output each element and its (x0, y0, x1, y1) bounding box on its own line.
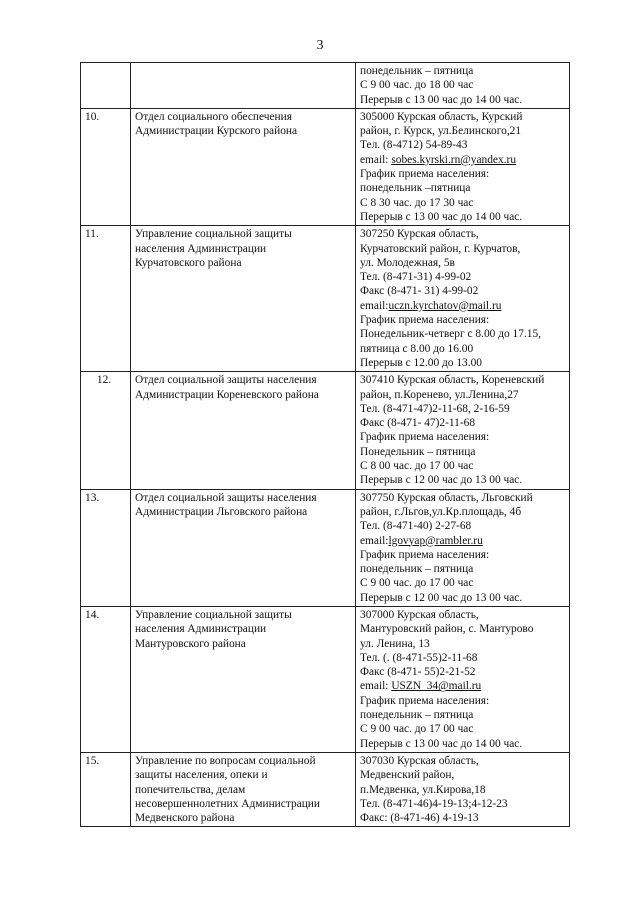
contact-line: График приема населения: (360, 314, 490, 327)
office-name-line: попечительства, делам (135, 783, 246, 796)
contact-line: Факс: (8-471-46) 4-19-13 (360, 812, 479, 825)
contact-cell (356, 372, 570, 489)
contact-line: График приема населения: (360, 168, 490, 181)
contact-line: График приема населения: (360, 548, 490, 561)
office-name-cell (131, 226, 356, 372)
table-row (81, 606, 570, 752)
contact-line: Тел. (8-471-40) 2-27-68 (360, 520, 472, 533)
contact-line: Факс (8-471- 47)2-11-68 (360, 417, 476, 430)
contact-cell (356, 108, 570, 225)
row-number: 10. (81, 108, 131, 225)
contact-line: С 9 00 час. до 18 00 час (360, 79, 474, 92)
contact-line: Медвенский район, (360, 769, 455, 782)
row-number: 11. (81, 226, 131, 372)
office-name-line: несовершеннолетних Администрации (135, 797, 320, 810)
email-label: email: (360, 534, 389, 547)
contact-line: С 9 00 час. до 17 00 час (360, 723, 474, 736)
table-row (81, 752, 570, 826)
table-row (81, 226, 570, 372)
contact-line: п.Медвенка, ул.Кирова,18 (360, 783, 486, 796)
office-name-line: Управление социальной защиты (135, 608, 292, 621)
contact-line: Перерыв с 12 00 час до 13 00 час. (360, 474, 523, 487)
contact-line: 307410 Курская область, Кореневский (360, 374, 545, 387)
table-row (81, 489, 570, 606)
office-name-cell (131, 606, 356, 752)
office-name-line: Отдел социального обеспечения (135, 110, 292, 123)
contact-line: Факс (8-471- 31) 4-99-02 (360, 285, 479, 298)
office-name-line: Управление по вопросам социальной (135, 754, 316, 767)
contact-line: С 9 00 час. до 17 00 час (360, 577, 474, 590)
email-line (360, 299, 566, 313)
contact-line: Перерыв с 13 00 час до 14 00 час. (360, 737, 523, 750)
office-name-line: Медвенского района (135, 812, 235, 825)
contact-line: Перерыв с 12 00 час до 13 00 час. (360, 591, 523, 604)
contact-line: понедельник –пятница (360, 182, 471, 195)
offices-table (80, 62, 570, 827)
row-number: 14. (81, 606, 131, 752)
table-row (81, 108, 570, 225)
contact-line: район, п.Коренево, ул.Ленина,27 (360, 388, 519, 401)
contact-cell (356, 752, 570, 826)
contact-cell (356, 63, 570, 109)
office-name-line: Администрации Кореневского района (135, 388, 319, 401)
email-label: email: (360, 153, 392, 166)
contact-line: понедельник – пятница (360, 563, 474, 576)
contact-line: 307250 Курская область, (360, 228, 479, 241)
contact-line: Факс (8-471- 55)2-21-52 (360, 666, 476, 679)
contact-line: Тел. (8-471-31) 4-99-02 (360, 271, 472, 284)
email-line (360, 534, 566, 548)
contact-line: Перерыв с 13 00 час до 14 00 час. (360, 93, 523, 106)
email-line (360, 679, 566, 693)
contact-line: район, г.Льгов,ул.Кр.площадь, 4б (360, 505, 522, 518)
contact-line: С 8 00 час. до 17 00 час (360, 460, 474, 473)
office-name-line: Отдел социальной защиты населения (135, 491, 317, 504)
contact-line: понедельник – пятница (360, 65, 474, 77)
page-number: 3 (316, 38, 324, 53)
office-name-line: населения Администрации (135, 623, 267, 636)
contact-line: Курчатовский район, г. Курчатов, (360, 242, 521, 255)
contact-line: 305000 Курская область, Курский (360, 110, 523, 123)
contact-line: Перерыв с 13 00 час до 14 00 час. (360, 210, 523, 223)
contact-line: ул. Молодежная, 5в (360, 256, 455, 269)
contact-cell (356, 226, 570, 372)
contact-cell (356, 489, 570, 606)
row-number: 13. (81, 489, 131, 606)
row-number: 15. (81, 752, 131, 826)
office-name-line: населения Администрации (135, 242, 267, 255)
contact-cell (356, 606, 570, 752)
contact-line: Мантуровский район, с. Мантурово (360, 623, 534, 636)
office-name-line: защиты населения, опеки и (135, 769, 268, 782)
office-name-line: Мантуровского района (135, 637, 246, 650)
contact-line: График приема населения: (360, 431, 490, 444)
contact-line: Понедельник-четверг с 8.00 до 17.15, (360, 328, 542, 341)
contact-line: 307000 Курская область, (360, 608, 479, 621)
contact-line: понедельник – пятница (360, 709, 474, 722)
office-name-cell (131, 63, 356, 109)
office-name-cell (131, 108, 356, 225)
email-label: email: (360, 680, 392, 693)
contact-line: Тел. (8-471-47)2-11-68, 2-16-59 (360, 402, 510, 415)
office-name-cell (131, 372, 356, 489)
contact-line: 307750 Курская область, Льговский (360, 491, 533, 504)
contact-line: С 8 30 час. до 17 30 час (360, 196, 474, 209)
office-name-line: Курчатовского района (135, 256, 242, 269)
contact-line: Тел. (8-4712) 54-89-43 (360, 139, 468, 152)
contact-line: График приема населения: (360, 694, 490, 707)
email-link[interactable]: lgovyap@rambler.ru (388, 534, 483, 547)
office-name-line: Администрации Льговского района (135, 505, 308, 518)
row-number (81, 63, 131, 109)
contact-line: 307030 Курская область, (360, 754, 479, 767)
office-name-cell (131, 752, 356, 826)
email-link[interactable]: sobes.kyrski.rn@yandex.ru (391, 153, 517, 166)
row-number: 12. (81, 372, 131, 489)
office-name-line: Администрации Курского района (135, 125, 298, 138)
table-row (81, 63, 570, 109)
contact-line: район, г. Курск, ул.Белинского,21 (360, 125, 522, 138)
email-link[interactable]: uczn.kyrchatov@mail.ru (388, 299, 502, 312)
office-name-line: Управление социальной защиты (135, 228, 292, 241)
contact-line: пятница с 8.00 до 16.00 (360, 342, 474, 355)
contact-line: Понедельник – пятница (360, 445, 476, 458)
email-label: email: (360, 299, 389, 312)
email-link[interactable]: USZN_34@mail.ru (391, 680, 482, 693)
contact-line: Тел. (8-471-46)4-19-13;4-12-23 (360, 797, 508, 810)
offices-table-body (81, 63, 570, 827)
email-line (360, 153, 566, 167)
contact-line: Тел. (. (8-471-55)2-11-68 (360, 651, 478, 664)
contact-line: ул. Ленина, 13 (360, 637, 430, 650)
office-name-cell (131, 489, 356, 606)
table-row (81, 372, 570, 489)
office-name-line: Отдел социальной защиты населения (135, 374, 317, 387)
contact-line: Перерыв с 12.00 до 13.00 (360, 356, 482, 369)
